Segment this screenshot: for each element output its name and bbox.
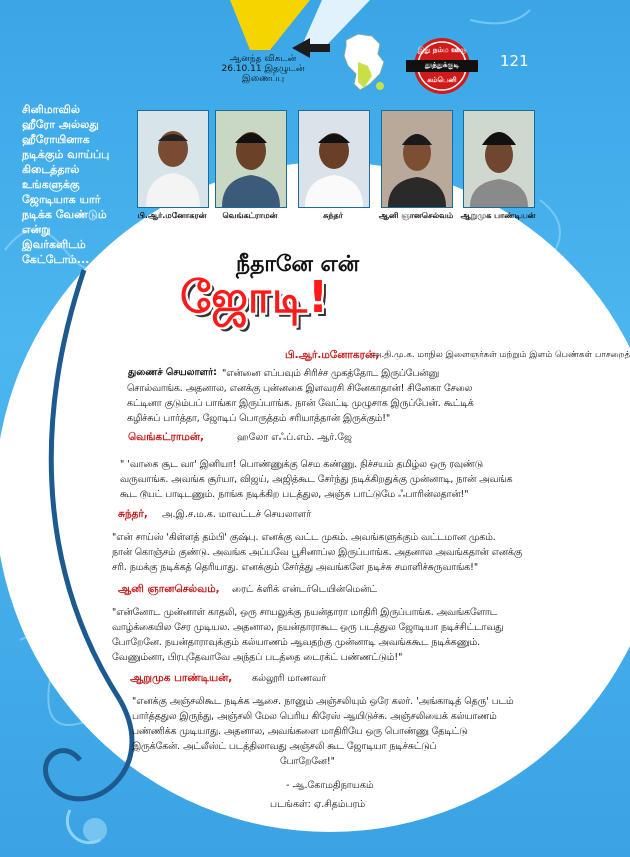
magazine-credit (214, 54, 312, 84)
issue-date: 26.10.11 இதழுடன் (221, 64, 305, 74)
intro-line: உங்களுக்கு (22, 178, 80, 191)
photo-caption: ஆனி ஞானசெல்வம் (378, 211, 454, 220)
person-icon (382, 111, 452, 207)
quote-line: கட்டினா குடும்பப் பாங்கா இருப்பாங்க. நான் வேட்டி முழுசாக இருப்பேன். கூட்டிக் (127, 398, 474, 409)
person-icon (138, 111, 208, 207)
quote-line: வாழ்க்கையில சேர முடியல. அதனால, நயன்தாராகூட ஒரு படத்துல ஜோடியா நடிச்சிட்டாவது (112, 622, 504, 633)
speaker-role: ஹலோ எஃப்.எம். ஆர்.ஜே (237, 432, 352, 443)
quote-text (112, 605, 572, 665)
portrait-photo (381, 110, 453, 208)
photo-credit: படங்கள்: ஏ.சிதம்பரம் (270, 799, 366, 810)
quote-line: சரி. நமக்கு நடிக்கத் தெரியாது. எனக்கும் சேர்த்து அவங்களே நடிச்சு சமாளிச்சுருவாங்க!" (112, 562, 479, 573)
logo-text-3: கம்பெனி (427, 76, 457, 84)
quote-line: போறேனே. நயன்தாராவுக்கும் கல்யாணம் ஆவதற்கு முன்னாடி அவங்ககூட நடிக்கணும். (112, 637, 481, 648)
page-number: 121 (500, 52, 529, 70)
speaker-name: பி.ஆர்.மனோகரன், (285, 349, 380, 361)
speaker-role: ரைட் க்ளிக் என்டர்டெயின்மென்ட் (232, 584, 378, 595)
intro-line: நடிக்க வேண்டும் (22, 208, 107, 221)
portrait-photo (463, 110, 535, 208)
quote-line: போறேனே!" (280, 756, 335, 767)
person-icon (216, 111, 286, 207)
quote-line: கூட டூயட் பாடிடணும். நாங்க நடிக்கிற படத்துல, அஞ்சு பாட்டுமே ஃபாரின்லதான்!" (120, 489, 469, 500)
speaker-role: அ.தி.மு.க. மாநில இளைஞர்கள் மற்றும் இளம் பெண்கள் பாசறைத் (372, 350, 630, 360)
quote-line: பண்ணிக்க முடியாது. அதனால, அவங்களை மாதிரியே ஒரு பொண்ணு தேடிட்டு (132, 726, 468, 737)
intro-text (22, 102, 122, 267)
quote-line: "என் சாய்ஸ் 'கிள்ளத் தம்பி' குஷ்பு. எனக்கு வட்ட முகம். அவங்களுக்கும் வட்டமான முகம். (112, 532, 496, 543)
intro-line: ஜோடியாக யார் (22, 193, 101, 206)
intro-line: நடிக்கும் வாய்ப்பு (22, 148, 110, 161)
quote-line: நான் கொஞ்சம் குண்டு. அவங்க அப்பவே பூசினாப்ல இருப்பாங்க. அதனால அவங்கதான் எனக்கு (112, 547, 523, 558)
quote-text (112, 530, 572, 575)
quote-line: பார்த்ததுல இருந்து, அஞ்சலி மேல பெரிய கிரேஸ் ஆயிடுச்சு. அஞ்சலியைக் கல்யாணம் (132, 711, 497, 722)
tamilnadu-map-icon (344, 34, 384, 90)
magazine-name: ஆனந்த விகடன் (229, 54, 297, 64)
person-icon (299, 111, 369, 207)
quote-line: கழிச்சுப் பார்த்தா, ஜோடிப் பொருத்தம் சரியாத்தான் இருக்கும்!" (127, 413, 391, 424)
quote-line: " 'வாகை சூட வா' இனியா! பொண்ணுக்கு செம கண்ணு. நிச்சயம் தமிழ்ல ஒரு ரவுண்டு (120, 459, 483, 470)
quote-line: சொல்வாங்க. அதனால, எனக்கு புன்னகை இளவரசி சினேகாதான்! சினேகா சேலை (127, 383, 473, 394)
logo-text-1: இது நம்ம ஊரு (417, 46, 467, 54)
speaker-role-line2: துணைச் செயலாளர்: (128, 367, 217, 378)
quote-line: "என்னோட முன்னாள் காதலி, ஒரு சாயலுக்கு நயன்தாரா மாதிரி இருப்பாங்க. அவங்களோட (112, 607, 498, 618)
intro-line: என்று (22, 223, 51, 236)
portrait-photo (298, 110, 370, 208)
speaker-name: ஆனி ஞானசெல்வம், (118, 583, 220, 595)
quote-text (132, 694, 572, 769)
speaker-name: வெங்கட்ராமன், (128, 431, 205, 443)
photo-caption: ஆறுமுக பாண்டியன் (460, 211, 536, 220)
speaker-role: கல்லூரி மாணவர் (252, 673, 327, 684)
title-line-1: நீதானே என் (236, 252, 360, 277)
person-icon (464, 111, 534, 207)
quote-text (127, 381, 564, 426)
intro-line: இவர்களிடம் (22, 238, 86, 251)
logo-text-2: தூத்துக்குடி (424, 61, 460, 69)
intro-line: ஹீரோ அல்லது (22, 118, 99, 131)
intro-line: ஹீரோயினாக (22, 133, 90, 146)
quote-text (120, 457, 570, 502)
supplement-label: இணைப்பு (241, 74, 285, 84)
intro-line: சினிமாவில் (22, 103, 81, 116)
photo-caption: வெங்கட்ராமன் (222, 211, 278, 220)
quote-line: "எனக்கு அஞ்சலிகூட நடிக்க ஆசை. நானும் அஞ்சலியும் ஒரே கலர். 'அங்காடித் தெரு' படம் (132, 696, 514, 707)
portrait-photo (215, 110, 287, 208)
author-credit: - ஆ.கோமதிநாயகம் (286, 780, 374, 791)
quote-first-line: "என்னை எப்பவும் சிரிச்ச முகத்தோட இருப்பேன்னு (222, 368, 440, 379)
quote-line: வருவாங்க. அவங்க சூர்யா, விஜய், அஜித்கூட சேர்ந்து நடிக்கிறதுக்கு முன்னாடி, நான் அவங்க (120, 474, 513, 485)
speaker-role: அ.இ.ச.ம.க. மாவட்டச் செயலாளர் (162, 509, 312, 520)
quote-line: வேணும்னா, பிரபுதேவாவே அந்தப் படத்தை டைரக்ட் பண்ணட்டும்!" (112, 652, 403, 663)
photo-caption: சுந்தர் (323, 211, 343, 220)
quote-line: இருக்கேன். அட்லீஸ்ட் படத்திலாவது அஞ்சலி கூட ஜோடியா நடிச்சுட்டுப் (132, 741, 437, 752)
portrait-photo (137, 110, 209, 208)
speaker-name: சுந்தர், (118, 508, 148, 520)
photo-caption: பி.ஆர்.மனோகரன் (137, 211, 207, 220)
intro-line: கிடைத்தால் (22, 163, 80, 176)
speaker-name: ஆறுமுக பாண்டியன், (130, 672, 233, 684)
campaign-logo (402, 36, 482, 96)
title-line-2: ஜோடி! (180, 272, 330, 323)
intro-line: கேட்டோம்... (22, 253, 90, 266)
